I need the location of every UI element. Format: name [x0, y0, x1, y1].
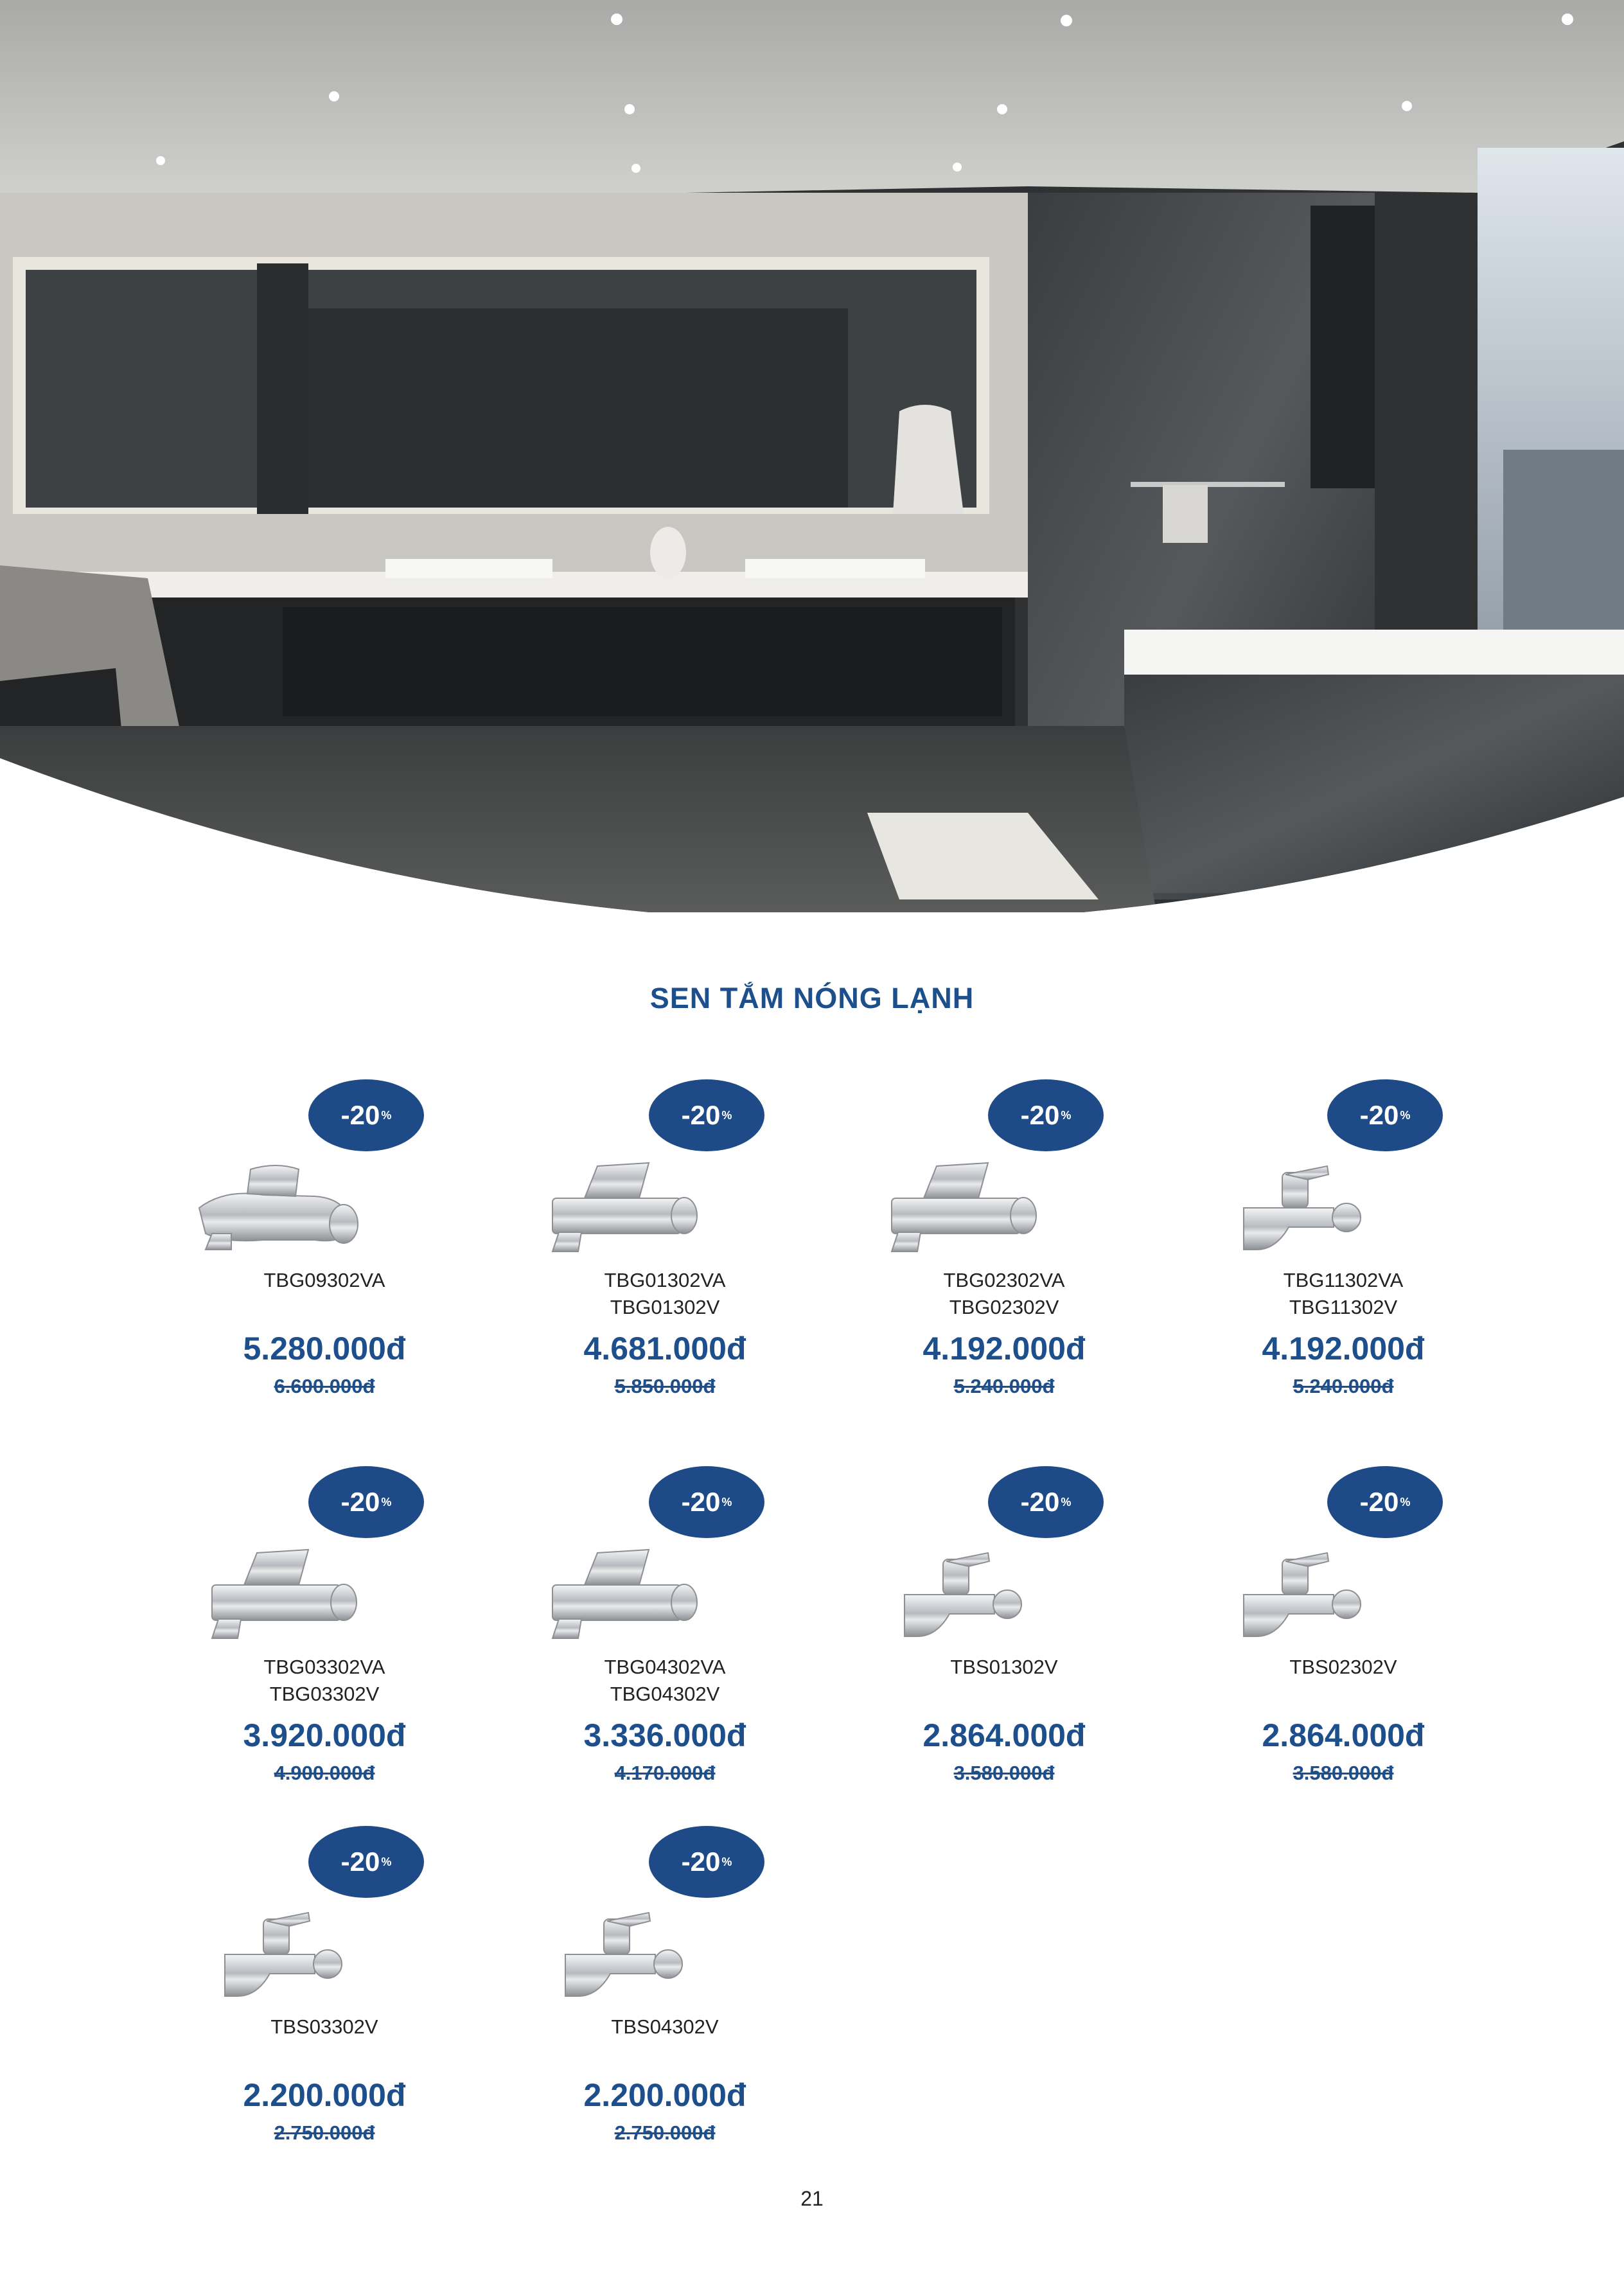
discount-unit: %	[721, 1855, 732, 1868]
product-code: TBG01302VA	[604, 1269, 726, 1291]
discount-unit: %	[381, 1108, 392, 1122]
product-code: TBG03302VA	[263, 1656, 385, 1678]
discount-value: -20	[340, 1846, 380, 1877]
sale-price: 4.192.000đ	[922, 1331, 1086, 1367]
faucet-icon	[186, 1884, 360, 1999]
faucet-icon	[866, 1524, 1039, 1640]
sale-price: 2.200.000đ	[243, 2077, 406, 2113]
faucet-icon	[527, 1524, 700, 1640]
original-price: 5.240.000đ	[1293, 1375, 1394, 1397]
product-card[interactable]	[154, 1079, 495, 1439]
sale-price: 3.336.000đ	[583, 1717, 746, 1753]
sale-price: 3.920.000đ	[243, 1717, 406, 1753]
original-price: 2.750.000đ	[614, 2121, 716, 2144]
product-codes	[154, 2014, 495, 2041]
product-codes	[834, 1267, 1174, 1321]
product-code: TBG11302V	[1289, 1296, 1398, 1318]
original-price: 4.170.000đ	[614, 1762, 716, 1784]
product-code: TBG01302V	[610, 1296, 720, 1318]
product-codes	[1173, 1267, 1514, 1321]
discount-value: -20	[681, 1487, 721, 1517]
product-code: TBS02302V	[1289, 1656, 1397, 1678]
product-card[interactable]	[154, 1826, 495, 2186]
discount-value: -20	[1020, 1487, 1060, 1517]
discount-value: -20	[340, 1487, 380, 1517]
product-card[interactable]	[495, 1826, 835, 2186]
product-codes	[154, 1654, 495, 1708]
sale-price: 5.280.000đ	[243, 1331, 406, 1367]
discount-value: -20	[1359, 1487, 1399, 1517]
original-price: 3.580.000đ	[953, 1762, 1055, 1784]
sale-price: 4.681.000đ	[583, 1331, 746, 1367]
faucet-icon	[1205, 1137, 1379, 1253]
product-card[interactable]	[495, 1466, 835, 1826]
product-codes	[154, 1267, 495, 1294]
product-code: TBG04302V	[610, 1683, 720, 1705]
discount-unit: %	[381, 1855, 392, 1868]
product-code: TBG04302VA	[604, 1656, 726, 1678]
original-price: 5.850.000đ	[614, 1375, 716, 1397]
discount-unit: %	[1061, 1495, 1072, 1509]
discount-unit: %	[1061, 1108, 1072, 1122]
product-code: TBG09302VA	[263, 1269, 385, 1291]
product-codes	[1173, 1654, 1514, 1681]
discount-unit: %	[1400, 1495, 1411, 1509]
page-number: 21	[800, 2187, 824, 2210]
discount-unit: %	[721, 1108, 732, 1122]
original-price: 5.240.000đ	[953, 1375, 1055, 1397]
product-card[interactable]	[154, 1466, 495, 1826]
original-price: 2.750.000đ	[274, 2121, 375, 2144]
faucet-icon	[186, 1137, 360, 1253]
product-card[interactable]	[834, 1079, 1174, 1439]
hero-bathroom-photo	[0, 0, 1624, 912]
faucet-icon	[527, 1137, 700, 1253]
section-title: SEN TẮM NÓNG LẠNH	[649, 982, 975, 1014]
product-code: TBS03302V	[270, 2015, 378, 2038]
discount-value: -20	[681, 1846, 721, 1877]
product-code: TBS01302V	[950, 1656, 1058, 1678]
product-card[interactable]	[1173, 1466, 1514, 1826]
discount-value: -20	[1359, 1100, 1399, 1130]
product-codes	[495, 1654, 835, 1708]
product-card[interactable]	[1173, 1079, 1514, 1439]
original-price: 6.600.000đ	[274, 1375, 375, 1397]
product-code: TBG11302VA	[1283, 1269, 1404, 1291]
discount-value: -20	[681, 1100, 721, 1130]
product-codes	[495, 2014, 835, 2041]
product-card[interactable]	[495, 1079, 835, 1439]
sale-price: 2.864.000đ	[922, 1717, 1086, 1753]
faucet-icon	[527, 1884, 700, 1999]
product-card[interactable]	[834, 1466, 1174, 1826]
product-codes	[495, 1267, 835, 1321]
original-price: 4.900.000đ	[274, 1762, 375, 1784]
discount-unit: %	[721, 1495, 732, 1509]
faucet-icon	[866, 1137, 1039, 1253]
product-code: TBS04302V	[611, 2015, 719, 2038]
sale-price: 4.192.000đ	[1262, 1331, 1425, 1367]
discount-value: -20	[340, 1100, 380, 1130]
original-price: 3.580.000đ	[1293, 1762, 1394, 1784]
faucet-icon	[186, 1524, 360, 1640]
product-code: TBG02302V	[949, 1296, 1059, 1318]
faucet-icon	[1205, 1524, 1379, 1640]
discount-unit: %	[1400, 1108, 1411, 1122]
product-code: TBG02302VA	[943, 1269, 1065, 1291]
sale-price: 2.200.000đ	[583, 2077, 746, 2113]
product-code: TBG03302V	[269, 1683, 380, 1705]
sale-price: 2.864.000đ	[1262, 1717, 1425, 1753]
discount-value: -20	[1020, 1100, 1060, 1130]
product-codes	[834, 1654, 1174, 1681]
discount-unit: %	[381, 1495, 392, 1509]
